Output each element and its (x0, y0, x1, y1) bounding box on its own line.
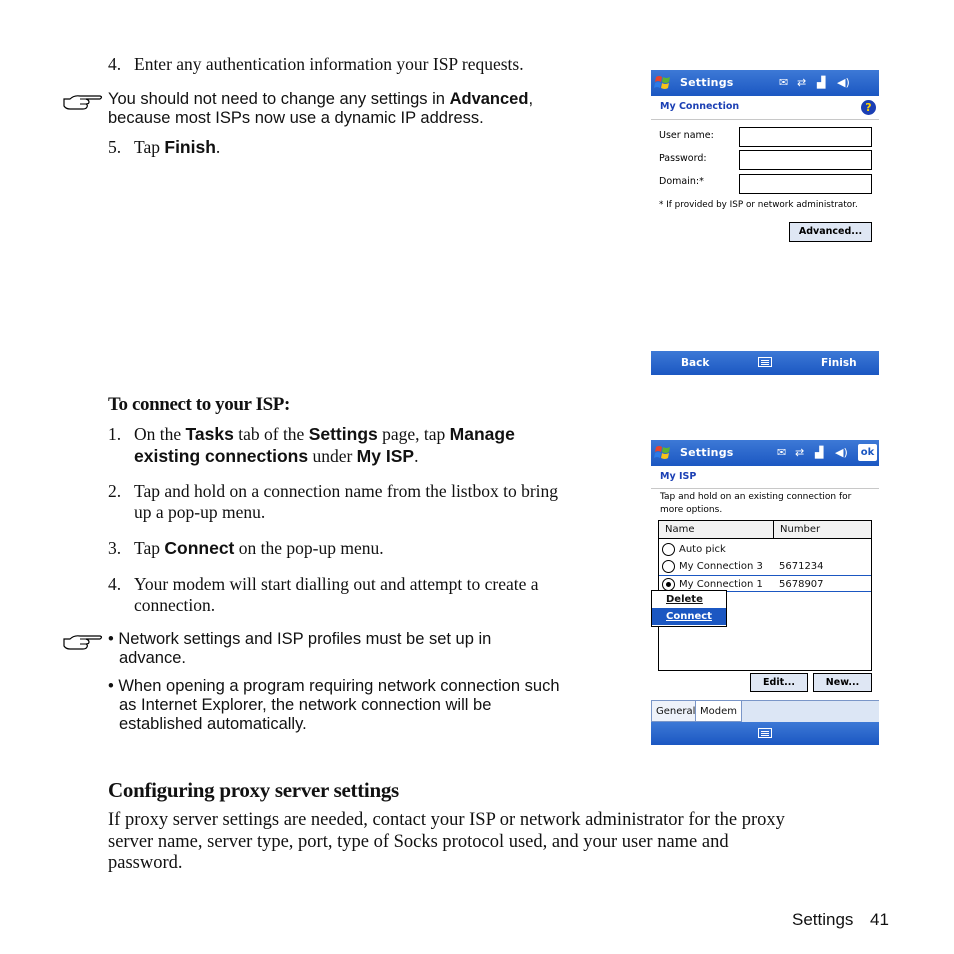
back-softkey[interactable]: Back (681, 357, 710, 369)
radio-button[interactable] (662, 560, 675, 573)
title-bar (651, 440, 879, 466)
connect-keyword: Connect (164, 538, 235, 558)
list-item[interactable] (659, 541, 871, 558)
step-text: Tap (134, 538, 165, 558)
title-bar (651, 70, 879, 96)
step-number: 2. (108, 481, 122, 501)
connection-number: 5671234 (779, 561, 824, 572)
note-bold: Advanced (449, 90, 529, 108)
note-line: established automatically. (119, 715, 307, 733)
tab-general[interactable]: General (651, 701, 700, 722)
section-heading: Configuring proxy server settings (108, 778, 399, 802)
step-text: connection. (134, 595, 216, 615)
page-title: My Connection (660, 101, 740, 112)
settings-keyword: Settings (308, 424, 378, 444)
mail-icon[interactable]: ✉ (777, 446, 787, 459)
app-title: Settings (680, 446, 734, 459)
note-line: advance. (119, 649, 186, 667)
delete-menu-item[interactable]: Delete (666, 594, 703, 605)
instruction-text: Tap and hold on an existing connection for (660, 492, 852, 502)
windows-start-icon[interactable] (654, 74, 672, 92)
ok-button[interactable]: ok (858, 444, 877, 461)
step-text: up a pop-up menu. (134, 502, 266, 522)
step-number: 4. (108, 574, 122, 594)
note-line: because most ISPs now use a dynamic IP address. (108, 109, 484, 127)
keyboard-icon[interactable] (758, 357, 772, 367)
context-menu (651, 590, 727, 627)
column-header-number[interactable]: Number (774, 521, 871, 539)
divider (651, 119, 879, 120)
step-text: Your modem will start dialling out and attempt to create a (134, 574, 539, 594)
mail-icon[interactable]: ✉ (779, 76, 789, 89)
sync-icon[interactable]: ⇄ (795, 446, 805, 459)
step-text-end: . (414, 446, 419, 466)
step-text: tab of the (233, 424, 309, 444)
pointing-hand-icon (62, 93, 104, 111)
note-text-end: , (528, 90, 534, 108)
signal-icon[interactable]: ▟ (817, 76, 826, 89)
sync-icon[interactable]: ⇄ (797, 76, 807, 89)
advanced-button[interactable]: Advanced... (789, 222, 872, 242)
step-finish (134, 137, 220, 158)
radio-button[interactable] (662, 543, 675, 556)
paragraph-line: server name, server type, port, type of Socks protocol used, and your user name and (108, 832, 729, 852)
manage-keyword: Manage (449, 424, 515, 444)
domain-field[interactable] (739, 174, 872, 194)
username-label: User name: (659, 130, 714, 141)
connection-name: My Connection 1 (679, 579, 763, 590)
page-number: 41 (870, 910, 889, 929)
footnote: * If provided by ISP or network administrator. (659, 200, 858, 210)
softkey-bar (651, 722, 879, 745)
my-isp-keyword: My ISP (356, 446, 415, 466)
section-heading: To connect to your ISP: (108, 394, 290, 415)
note-line: as Internet Explorer, the network connection will be (119, 696, 492, 714)
instruction-text: more options. (660, 505, 723, 515)
step-1-line-2 (134, 446, 418, 467)
keyboard-icon[interactable] (758, 728, 772, 738)
step-number: 1. (108, 424, 122, 444)
page-title: My ISP (660, 471, 697, 482)
step-number: 3. (108, 538, 122, 558)
password-field[interactable] (739, 150, 872, 170)
divider (651, 488, 879, 489)
step-1-line-1 (134, 424, 515, 445)
note-text: You should not need to change any settings in (108, 90, 450, 108)
step-text: under (308, 446, 357, 466)
step-number: 5. (108, 137, 122, 157)
note-advanced (108, 90, 533, 110)
step-text-end: . (215, 137, 221, 157)
volume-icon[interactable]: ◀) (837, 76, 850, 89)
signal-icon[interactable]: ▟ (815, 446, 824, 459)
tab-modem[interactable]: Modem (695, 701, 742, 722)
step-text: page, tap (377, 424, 450, 444)
edit-button[interactable]: Edit... (750, 673, 808, 692)
list-item[interactable] (659, 558, 871, 575)
step-3 (134, 538, 384, 559)
step-text: on the pop-up menu. (234, 538, 384, 558)
existing-connections-keyword: existing connections (134, 446, 309, 466)
windows-start-icon[interactable] (654, 444, 672, 462)
footer-section-label: Settings (792, 910, 854, 929)
column-header-name[interactable]: Name (659, 521, 774, 539)
step-number: 4. (108, 54, 122, 74)
step-text: On the (134, 424, 186, 444)
tab-strip (651, 700, 879, 722)
screenshot-my-isp (651, 440, 879, 745)
step-text: Tap and hold on a connection name from the listbox to bring (134, 481, 559, 501)
password-label: Password: (659, 153, 707, 164)
connect-menu-item[interactable]: Connect (652, 608, 726, 625)
domain-label: Domain:* (659, 176, 704, 187)
pointing-hand-icon (62, 633, 104, 651)
username-field[interactable] (739, 127, 872, 147)
step-text: Tap (134, 137, 165, 157)
softkey-bar (651, 351, 879, 375)
step-text: Enter any authentication information your ISP requests. (134, 54, 524, 74)
app-title: Settings (680, 76, 734, 89)
connection-name: Auto pick (679, 544, 726, 555)
note-line: • Network settings and ISP profiles must be set up in (108, 630, 492, 648)
paragraph-line: password. (108, 853, 183, 873)
help-icon[interactable]: ? (861, 100, 876, 115)
paragraph-line: If proxy server settings are needed, contact your ISP or network administrator for the proxy (108, 810, 785, 830)
note-line: • When opening a program requiring network connection such (108, 677, 560, 695)
screenshot-my-connection (651, 70, 879, 376)
tasks-keyword: Tasks (185, 424, 234, 444)
new-button[interactable]: New... (813, 673, 872, 692)
connection-name: My Connection 3 (679, 561, 763, 572)
volume-icon[interactable]: ◀) (835, 446, 848, 459)
connection-number: 5678907 (779, 579, 824, 590)
finish-softkey[interactable]: Finish (821, 357, 857, 369)
finish-keyword: Finish (164, 137, 216, 157)
